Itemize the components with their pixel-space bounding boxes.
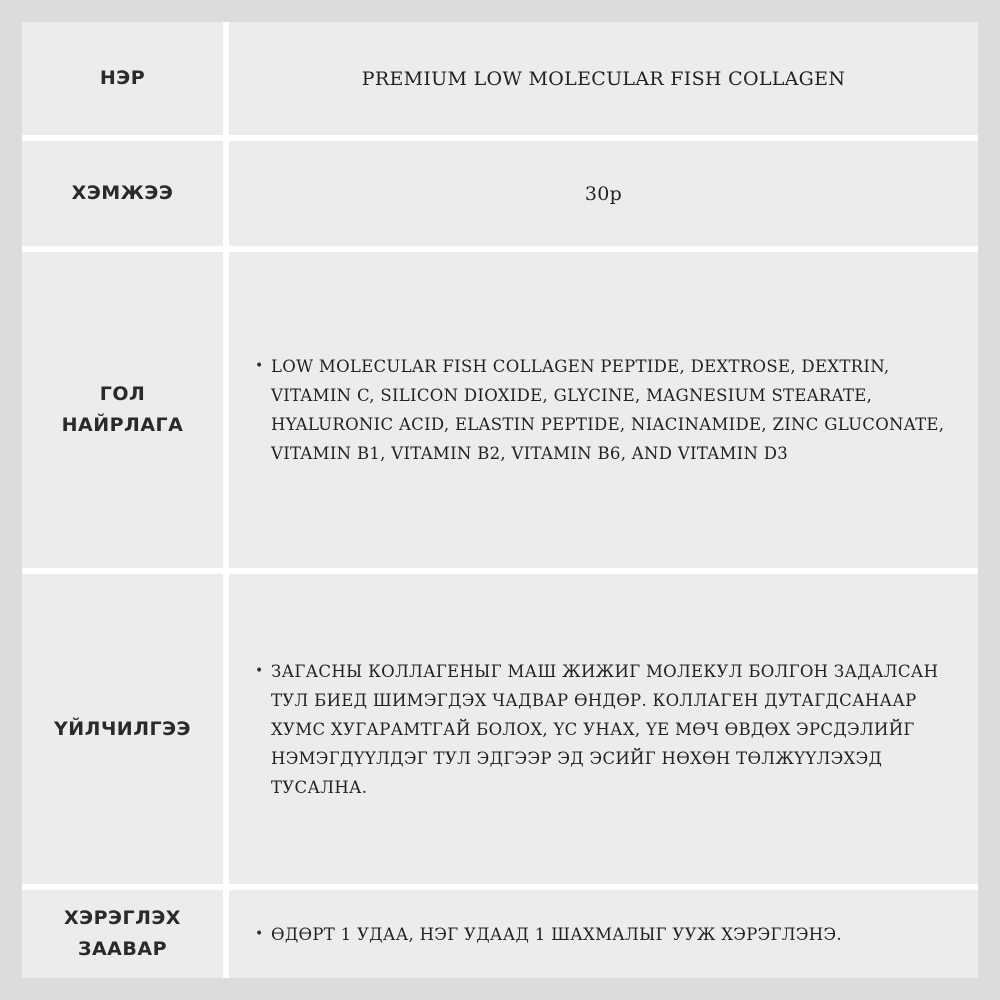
size-value: 30р: [584, 182, 623, 205]
ingredients-label-line1: ГОЛ: [99, 383, 146, 405]
ingredients-value-cell: [229, 252, 978, 568]
usage-text: ӨДӨРТ 1 УДАА, НЭГ УДААД 1 ШАХМАЛЫГ УУЖ ХЭРЭГЛЭНЭ.: [271, 924, 842, 944]
ingredients-list-item: [255, 352, 962, 468]
effect-text: ЗАГАСНЫ КОЛЛАГЕНЫГ МАШ ЖИЖИГ МОЛЕКУЛ БОЛГОН ЗАДАЛСАН ТУЛ БИЕД ШИМЭГДЭХ ЧАДВАР ӨНДӨР. КОЛЛАГЕН ДУТАГДСАНААР ХУМС ХУГАРАМТГАЙ БОЛОХ, ҮС УНАХ, ҮЕ МӨЧ ӨВДӨХ ЭРСДЭЛИЙГ НЭМЭГДҮҮЛДЭГ ТУЛ ЭДГЭЭР ЭД ЭСИЙГ НӨХӨН ТӨЛЖҮҮЛЭХЭД ТУСАЛНА.: [271, 661, 939, 797]
effect-label-cell: [22, 574, 223, 884]
size-label-cell: [22, 141, 223, 246]
effect-label: ҮЙЛЧИЛГЭЭ: [54, 717, 191, 740]
name-label: НЭР: [99, 67, 146, 89]
ingredients-label-cell: [22, 252, 223, 568]
ingredients-text: LOW MOLECULAR FISH COLLAGEN PEPTIDE, DEXTROSE, DEXTRIN, VITAMIN C, SILICON DIOXIDE, GLYCINE, MAGNESIUM STEARATE, HYALURONIC ACID, ELASTIN PEPTIDE, NIACINAMIDE, ZINC GLUCONATE, VITAMIN B1, VITAMIN B2, VITAMIN B6, AND VITAMIN D3: [271, 357, 945, 463]
usage-list-item: [255, 920, 842, 949]
name-value: PREMIUM LOW MOLECULAR FISH COLLAGEN: [361, 67, 846, 90]
name-label-cell: [22, 22, 223, 135]
usage-value-cell: [229, 890, 978, 978]
name-value-cell: [229, 22, 978, 135]
bullet-icon: •: [255, 662, 264, 679]
effect-value-cell: [229, 574, 978, 884]
size-value-cell: [229, 141, 978, 246]
usage-label-cell: [22, 890, 223, 978]
bullet-icon: •: [255, 358, 264, 374]
size-label: ХЭМЖЭЭ: [71, 182, 174, 204]
effect-list-item: [255, 657, 962, 802]
usage-label-line1: ХЭРЭГЛЭХ: [64, 907, 181, 929]
bullet-icon: •: [255, 925, 264, 942]
product-info-table: [22, 22, 978, 978]
usage-label-line2: ЗААВАР: [77, 938, 167, 960]
ingredients-label-line2: НАЙРЛАГА: [61, 414, 184, 436]
